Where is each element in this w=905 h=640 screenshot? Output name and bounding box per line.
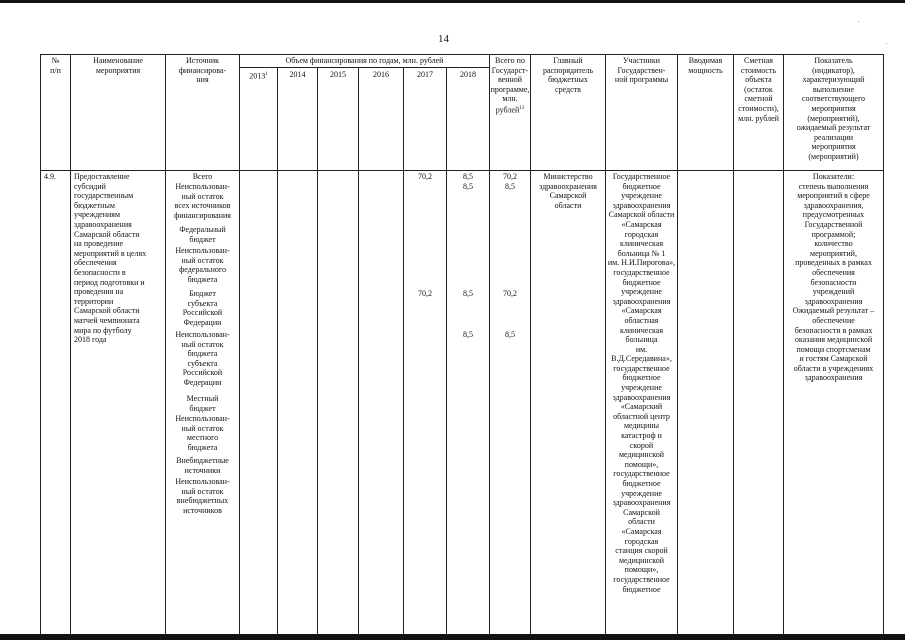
header-capacity: Вводимая мощность <box>688 56 723 75</box>
header-year-2015: 2015 <box>330 70 346 79</box>
row-main-manager: Министерство здравоохранения Самарской области <box>539 172 597 210</box>
header-indicator: Показатель (индикатор), характеризующий выполнение соответствующего мероприятия (мероприятий), ожидаемый результат реализации мероприятия (мероприятий) <box>796 56 871 161</box>
col-line <box>239 54 240 634</box>
col-line <box>70 54 71 634</box>
source-local: Местный бюджет <box>186 394 219 413</box>
col-line <box>489 54 490 634</box>
row-indicator: Показатели: степень выполнения мероприятий в сфере здравоохранения, предусмотренных Государственной программой; количество мероприятий, проведенных в рамках обеспечения безопасности учреждений здравоохранения Ожидаемый результат – обеспечение безопасности в рамках оказания медицинской помощи спортсменам и гостям Самарской области в учреждениях здравоохранения <box>792 172 875 383</box>
value-total-2018: 8,5 <box>463 172 473 181</box>
col-line <box>277 67 278 634</box>
financing-table <box>40 54 884 634</box>
col-line <box>677 54 678 634</box>
header-main-manager: Главный распорядитель бюджетных средств <box>542 56 594 94</box>
value-total-sum: 70,2 <box>503 172 517 181</box>
row-num: 4.9. <box>44 172 56 181</box>
source-total: Всего <box>192 172 213 181</box>
col-line <box>530 54 531 634</box>
top-border <box>0 0 905 3</box>
page-number: 14 <box>438 33 449 45</box>
header-estimated-cost: Сметная стоимость объекта (остаток сметной стоимости), млн. рублей <box>738 56 779 123</box>
source-unused-local: Неиспользован- ный остаток местного бюджета <box>175 414 230 452</box>
header-num: № п/п <box>50 56 61 75</box>
value-subject-unused-sum: 8,5 <box>505 330 515 339</box>
value-subject-unused-2018: 8,5 <box>463 330 473 339</box>
value-subject-sum: 70,2 <box>503 289 517 298</box>
header-year-2014: 2014 <box>289 70 306 79</box>
col-line <box>317 67 318 634</box>
value-subject-2018: 8,5 <box>463 289 473 298</box>
source-unused-extrabudget: Неиспользован- ный остаток внебюджетных источников <box>175 477 230 515</box>
header-bottom-line <box>40 170 884 171</box>
col-line <box>446 67 447 634</box>
table-border-top <box>40 54 884 55</box>
col-line <box>358 67 359 634</box>
source-unused-subject: Неиспользован- ный остаток бюджета субъекта Российской Федерации <box>175 330 230 387</box>
value-unused-sum: 8,5 <box>505 182 515 191</box>
source-unused-federal: Неиспользован- ный остаток федерального бюджета <box>175 246 230 284</box>
source-extrabudget: Внебюджетные источники <box>176 456 229 475</box>
scan-speck: . <box>886 40 888 46</box>
col-line <box>403 67 404 634</box>
header-year-2017: 2017 <box>417 70 433 79</box>
source-subject: Бюджет субъекта Российской Федерации <box>182 289 223 327</box>
scan-speck: . <box>858 18 860 24</box>
col-line <box>40 54 41 634</box>
col-line <box>733 54 734 634</box>
source-federal: Федеральный бюджет <box>179 225 226 244</box>
header-year-2016: 2016 <box>373 70 389 79</box>
header-name: Наименование мероприятия <box>93 56 143 75</box>
source-unused-all: Неиспользован- ный остаток всех источников финансирования <box>174 182 231 220</box>
value-total-2017: 70,2 <box>418 172 432 181</box>
header-volume: Объем финансирования по годам, млн. рублей <box>285 56 444 65</box>
value-subject-2017: 70,2 <box>418 289 432 298</box>
header-total: Всего по Государст- венной программе, млн. рублей$^{13}$ <box>490 56 530 115</box>
header-participants: Участники Государствен- ной программы <box>614 56 669 85</box>
header-year-2018: 2018 <box>460 70 476 79</box>
header-source: Источник финансирова- ния <box>178 56 227 85</box>
header-year-2013: 2013$^1$ <box>249 71 268 81</box>
row-participants: Государственное бюджетное учреждение здравоохранения Самарской области «Самарская городская клиническая больница № 1 им. Н.И.Пирогова», государственное бюджетное учреждение здравоохранения «Самарская областная клиническая больница им. В.Д.Середавина», государственное бюджетное учреждение здравоохранения «Самарский областной центр медицины катастроф и скорой медицинской помощи», государственное бюджетное учреждение здравоохранения Самарской области «Самарская городская станция скорой медицинской помощи», государственное бюджетное <box>607 172 676 594</box>
value-unused-2018: 8,5 <box>463 182 473 191</box>
bottom-border <box>0 634 905 640</box>
row-name: Предоставление субсидий государственным бюджетным учреждениям здравоохранения Самарской области на проведение мероприятий в целях обеспечения безопасности в период подготовки и проведения на территории Самарской области матчей чемпионата мира по футболу 2018 года <box>74 172 147 345</box>
col-line <box>883 54 884 634</box>
